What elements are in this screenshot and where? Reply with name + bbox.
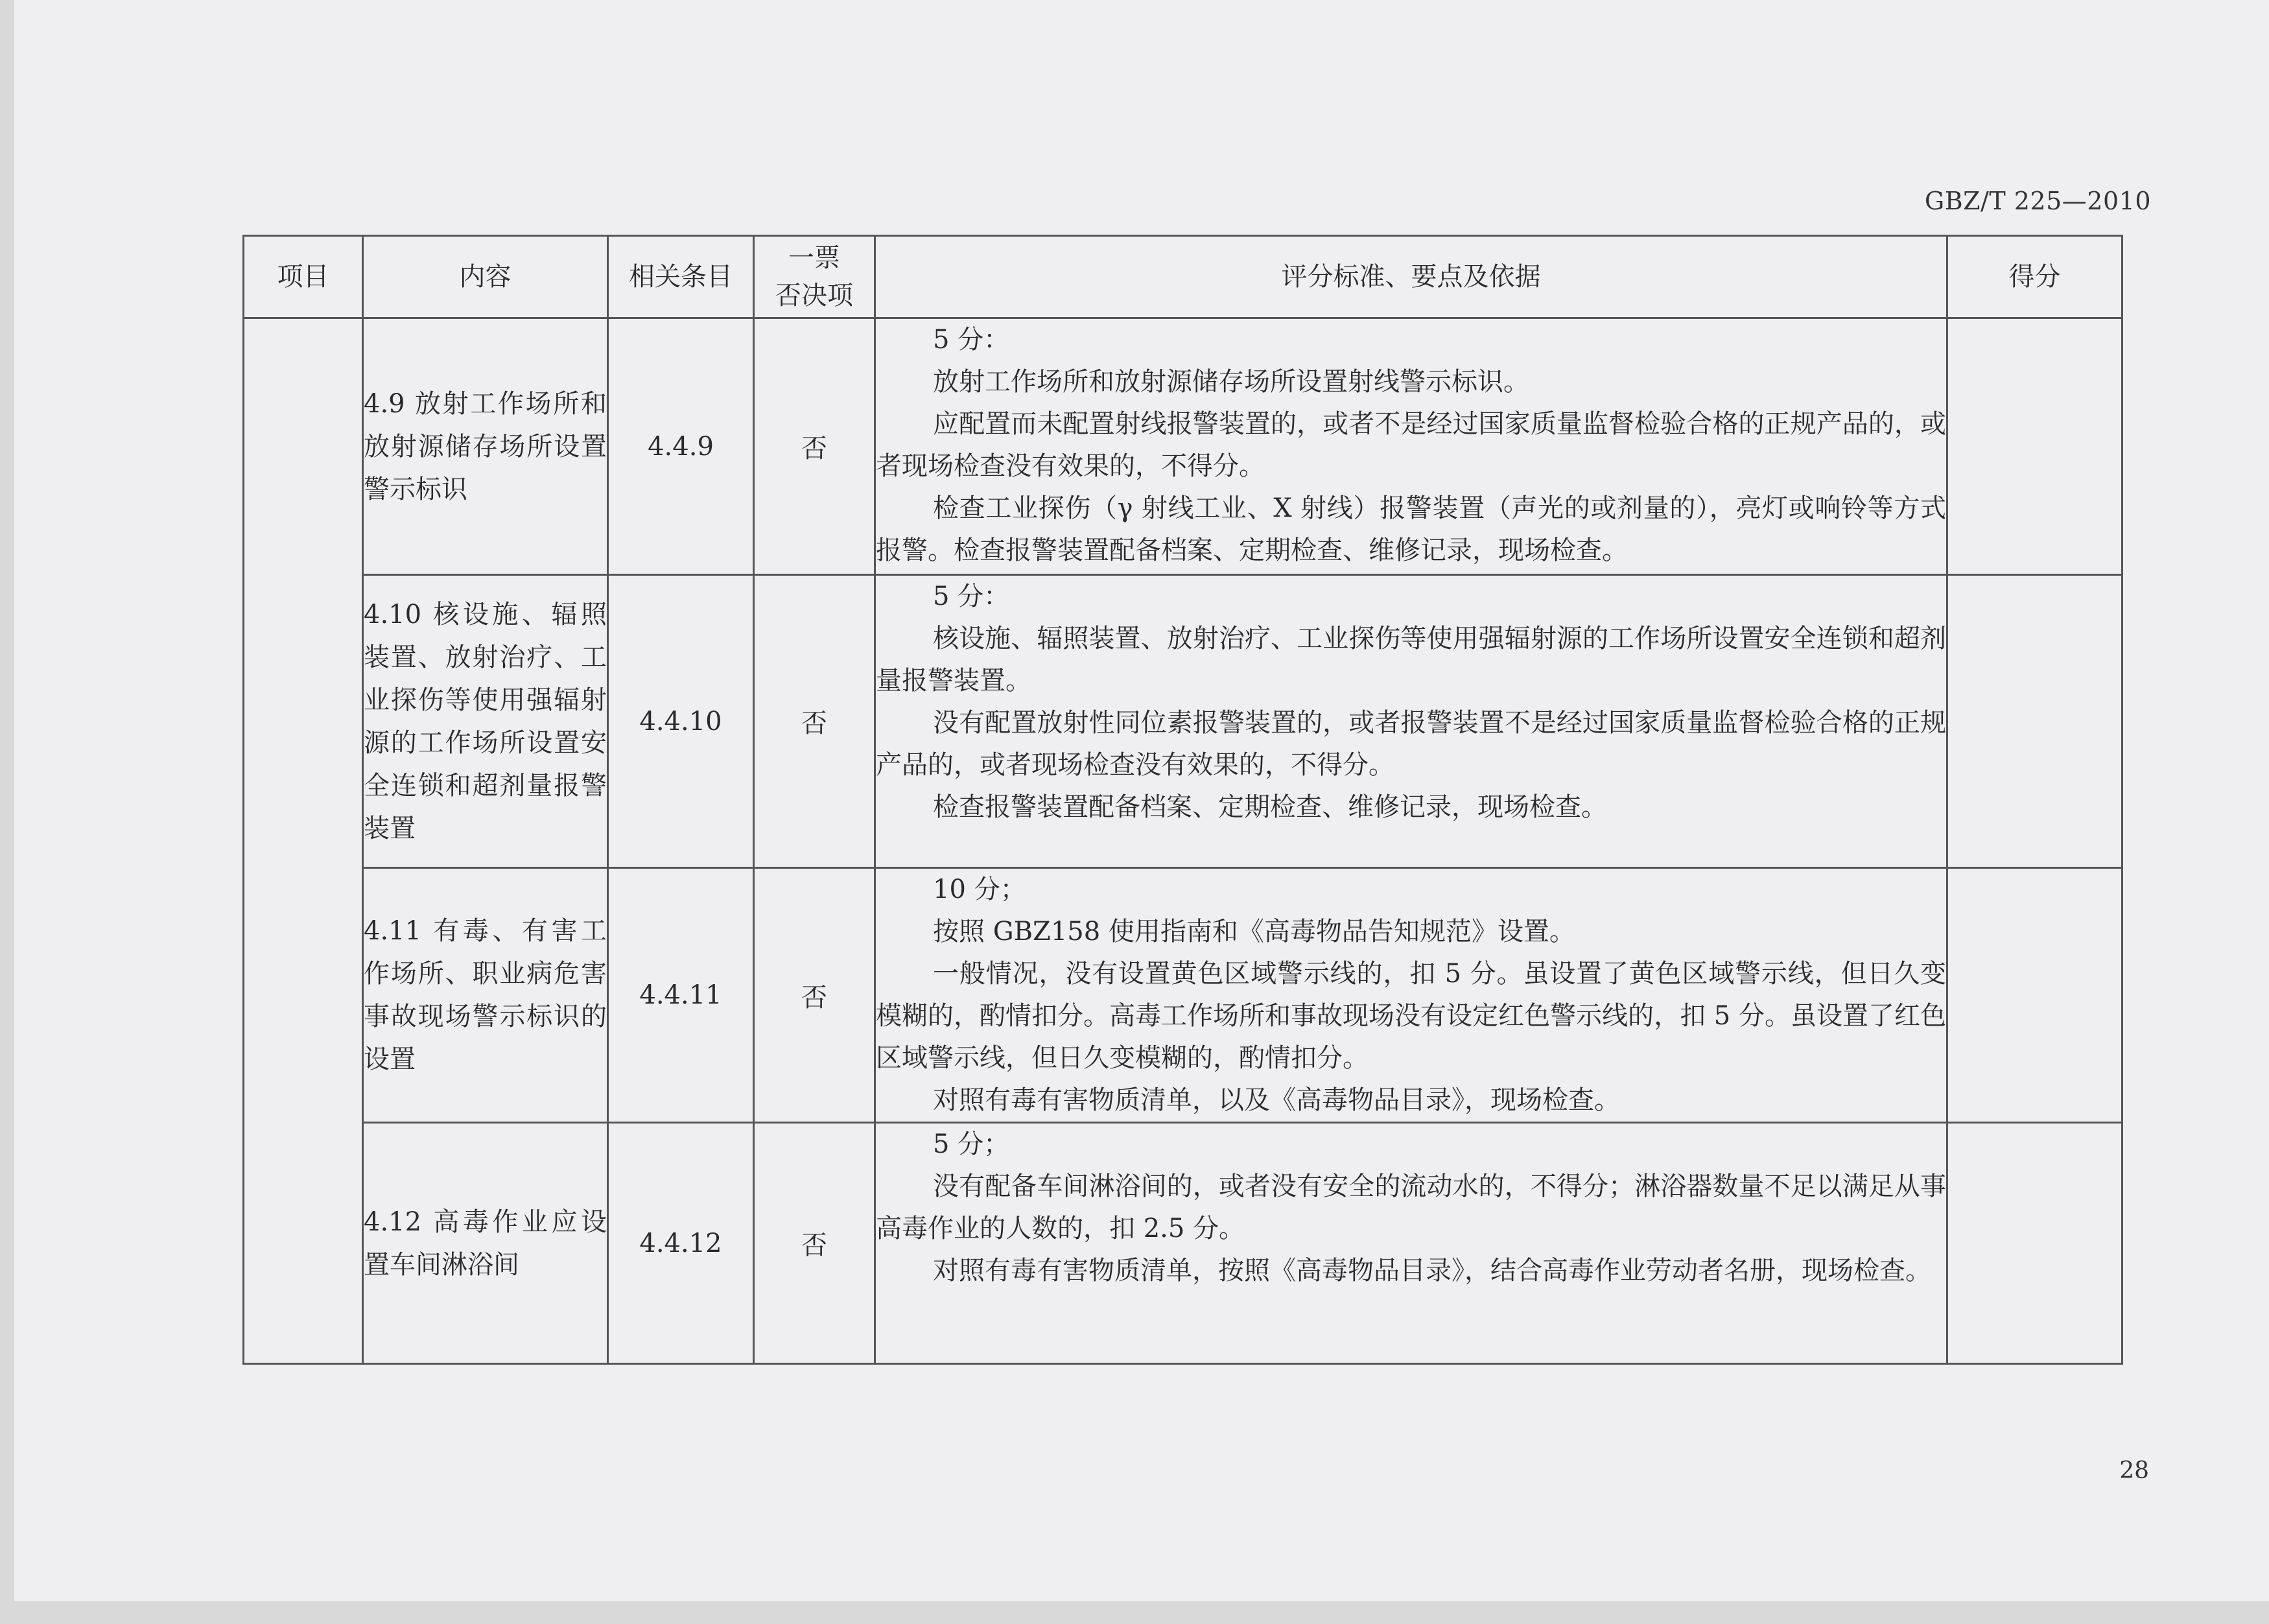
- col-header-related: 相关条目: [608, 236, 754, 318]
- related-cell: 4.4.11: [608, 868, 754, 1123]
- criteria-paragraph: 对照有毒有害物质清单，按照《高毒物品目录》，结合高毒作业劳动者名册，现场检查。: [933, 1256, 1931, 1286]
- page-number: 28: [2119, 1457, 2149, 1484]
- related-cell: 4.4.12: [608, 1123, 754, 1364]
- content-cell: 4.12 高毒作业应设置车间淋浴间: [363, 1123, 608, 1364]
- criteria-paragraph: 对照有毒有害物质清单，以及《高毒物品目录》，现场检查。: [933, 1085, 1620, 1115]
- criteria-paragraph: 一般情况，没有设置黄色区域警示线的，扣 5 分。虽设置了黄色区域警示线，但日久变模糊的，酌情扣分。高毒工作场所和事故现场没有设定红色警示线的，扣 5 分。虽设置了红色区域警示线，但日久变模糊的，酌情扣分。: [876, 959, 1946, 1073]
- document-code: GBZ/T 225—2010: [1924, 187, 2151, 215]
- score-cell: [1947, 868, 2122, 1123]
- col-header-veto: [754, 236, 875, 318]
- criteria-paragraph: 核设施、辐照装置、放射治疗、工业探伤等使用强辐射源的工作场所设置安全连锁和超剂量报警装置。: [876, 624, 1946, 696]
- score-cell: [1947, 1123, 2122, 1364]
- criteria-paragraph: 放射工作场所和放射源储存场所设置射线警示标识。: [933, 367, 1529, 397]
- related-cell: 4.4.10: [608, 575, 754, 868]
- related-cell: 4.4.9: [608, 318, 754, 575]
- veto-cell: 否: [754, 1123, 875, 1364]
- criteria-cell: [875, 575, 1947, 868]
- criteria-paragraph: 检查报警装置配备档案、定期检查、维修记录，现场检查。: [933, 792, 1607, 822]
- score-cell: [1947, 318, 2122, 575]
- col-header-project: 项目: [244, 236, 363, 318]
- criteria-cell: [875, 868, 1947, 1123]
- table-row: [244, 1123, 2122, 1364]
- table-row: [244, 318, 2122, 575]
- content-cell: 4.11 有毒、有害工作场所、职业病危害事故现场警示标识的设置: [363, 868, 608, 1123]
- table-row: [244, 868, 2122, 1123]
- criteria-paragraph: 5 分：: [933, 325, 1010, 355]
- veto-cell: 否: [754, 868, 875, 1123]
- criteria-paragraph: 没有配置放射性同位素报警装置的，或者报警装置不是经过国家质量监督检验合格的正规产品的，或者现场检查没有效果的，不得分。: [876, 708, 1946, 780]
- criteria-paragraph: 10 分；: [933, 875, 1026, 904]
- criteria-paragraph: 检查工业探伤（γ 射线工业、X 射线）报警装置（声光的或剂量的），亮灯或响铃等方式报警。检查报警装置配备档案、定期检查、维修记录，现场检查。: [876, 493, 1946, 565]
- col-header-criteria: 评分标准、要点及依据: [875, 236, 1947, 318]
- col-header-veto-line2: 否决项: [775, 281, 853, 311]
- col-header-content: 内容: [363, 236, 608, 318]
- evaluation-table: [242, 235, 2123, 1365]
- criteria-paragraph: 应配置而未配置射线报警装置的，或者不是经过国家质量监督检验合格的正规产品的，或者现场检查没有效果的，不得分。: [876, 409, 1946, 481]
- project-cell: [244, 318, 363, 1364]
- content-cell: 4.9 放射工作场所和放射源储存场所设置警示标识: [363, 318, 608, 575]
- criteria-paragraph: 按照 GBZ158 使用指南和《高毒物品告知规范》设置。: [933, 917, 1575, 947]
- table-row: [244, 575, 2122, 868]
- criteria-cell: [875, 318, 1947, 575]
- col-header-veto-line1: 一票: [788, 243, 840, 273]
- content-cell: 4.10 核设施、辐照装置、放射治疗、工业探伤等使用强辐射源的工作场所设置安全连锁和超剂量报警装置: [363, 575, 608, 868]
- criteria-cell: [875, 1123, 1947, 1364]
- criteria-paragraph: 5 分：: [933, 582, 1010, 611]
- veto-cell: 否: [754, 575, 875, 868]
- veto-cell: 否: [754, 318, 875, 575]
- criteria-paragraph: 5 分；: [933, 1129, 1010, 1159]
- criteria-paragraph: 没有配备车间淋浴间的，或者没有安全的流动水的，不得分；淋浴器数量不足以满足从事高毒作业的人数的，扣 2.5 分。: [876, 1171, 1946, 1243]
- col-header-score: 得分: [1947, 236, 2122, 318]
- table-header-row: [244, 236, 2122, 318]
- document-page: [14, 0, 2269, 1601]
- score-cell: [1947, 575, 2122, 868]
